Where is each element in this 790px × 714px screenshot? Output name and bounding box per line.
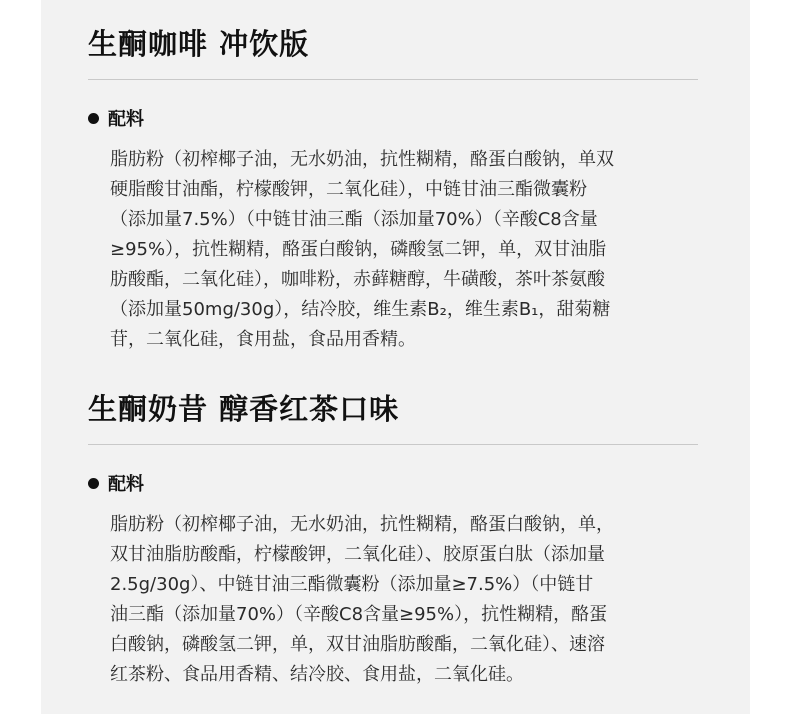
ingredients-line: 脂肪粉（初榨椰子油，无水奶油，抗性糊精，酪蛋白酸钠，单双 (110, 149, 614, 170)
ingredients-line: （添加量50mg/30g），结冷胶，维生素B₂，维生素B₁，甜菊糖 (110, 299, 611, 320)
ingredients-line: 脂肪粉（初榨椰子油，无水奶油，抗性糊精，酪蛋白酸钠，单， (110, 514, 614, 535)
product-title: 生酮奶昔 醇香红茶口味 (88, 392, 400, 426)
ingredients-heading (88, 471, 144, 499)
ingredients-text (110, 145, 700, 355)
ingredients-line: 红茶粉、食品用香精、结冷胶、食用盐，二氧化硅。 (110, 664, 524, 685)
ingredients-line: （添加量7.5%）（中链甘油三酯（添加量70%）（辛酸C8含量 (110, 209, 598, 230)
ingredients-heading (88, 106, 144, 134)
title-divider (88, 79, 698, 80)
title-divider (88, 444, 698, 445)
bullet-dot-icon (88, 113, 99, 124)
ingredients-line: 硬脂酸甘油酯，柠檬酸钾，二氧化硅），中链甘油三酯微囊粉 (110, 179, 587, 200)
ingredients-line: 苷，二氧化硅，食用盐，食品用香精。 (110, 329, 416, 350)
ingredients-line: 双甘油脂肪酸酯，柠檬酸钾，二氧化硅）、胶原蛋白肽（添加量 (110, 544, 605, 565)
ingredients-text (110, 510, 700, 690)
ingredients-line: 油三酯（添加量70%）（辛酸C8含量≥95%），抗性糊精，酪蛋 (110, 604, 608, 625)
product-title: 生酮咖啡 冲饮版 (88, 27, 310, 61)
ingredients-line: 2.5g/30g）、中链甘油三酯微囊粉（添加量≥7.5%）（中链甘 (110, 574, 594, 595)
ingredients-label: 配料 (108, 109, 144, 130)
product-info-panel (41, 0, 750, 714)
ingredients-label: 配料 (108, 474, 144, 495)
ingredients-line: ≥95%），抗性糊精，酪蛋白酸钠，磷酸氢二钾，单，双甘油脂 (110, 239, 607, 260)
ingredients-line: 肪酸酯，二氧化硅），咖啡粉，赤藓糖醇，牛磺酸，茶叶茶氨酸 (110, 269, 605, 290)
ingredients-line: 白酸钠，磷酸氢二钾，单，双甘油脂肪酸酯，二氧化硅）、速溶 (110, 634, 605, 655)
bullet-dot-icon (88, 478, 99, 489)
